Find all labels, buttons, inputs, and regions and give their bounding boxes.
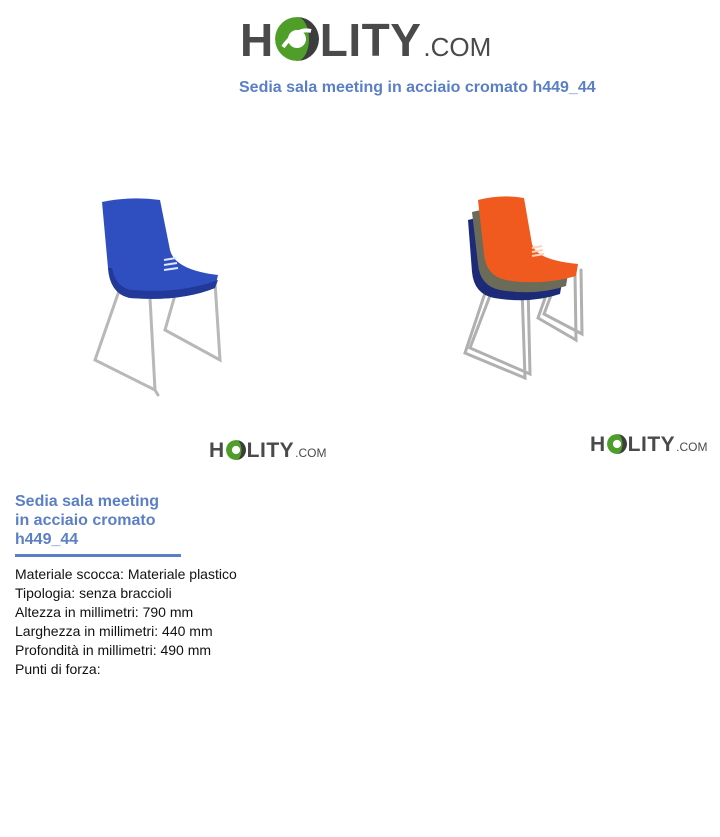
holity-logo-watermark [590, 431, 708, 457]
blue-chair-image[interactable] [80, 190, 240, 405]
product-title-line: in acciaio cromato [15, 512, 156, 529]
spec-height: Altezza in millimetri: 790 mm [15, 604, 194, 620]
logo-letter-h: H [209, 439, 225, 462]
logo-letters: LITY [246, 439, 295, 462]
spec-depth: Profondità in millimetri: 490 mm [15, 642, 212, 658]
spec-material: Materiale scocca: Materiale plastico [15, 566, 237, 582]
page-title: Sedia sala meeting in acciaio cromato h449_44 [239, 79, 596, 96]
logo-suffix: .COM [423, 32, 492, 62]
title-divider [15, 554, 181, 557]
spec-width: Larghezza in millimetri: 440 mm [15, 623, 213, 639]
logo-letters: LITY [627, 433, 676, 456]
logo-letter-h: H [240, 14, 274, 66]
holity-logo[interactable] [240, 12, 491, 66]
spec-strengths: Punti di forza: [15, 661, 101, 677]
spec-type: Tipologia: senza braccioli [15, 585, 172, 601]
product-title-line: h449_44 [15, 531, 79, 548]
spec-list [15, 565, 237, 679]
logo-letters: LITY [319, 14, 422, 66]
product-title [15, 492, 185, 549]
logo-suffix: .COM [676, 440, 708, 454]
logo-letter-h: H [590, 433, 606, 456]
logo-o-icon [275, 17, 319, 61]
logo-suffix: .COM [295, 446, 327, 460]
holity-logo-watermark [209, 437, 327, 463]
logo-o-icon [607, 434, 627, 454]
stacked-orange-chairs-image[interactable] [450, 188, 600, 388]
product-title-line: Sedia sala meeting [15, 493, 160, 510]
logo-o-icon [226, 440, 246, 460]
